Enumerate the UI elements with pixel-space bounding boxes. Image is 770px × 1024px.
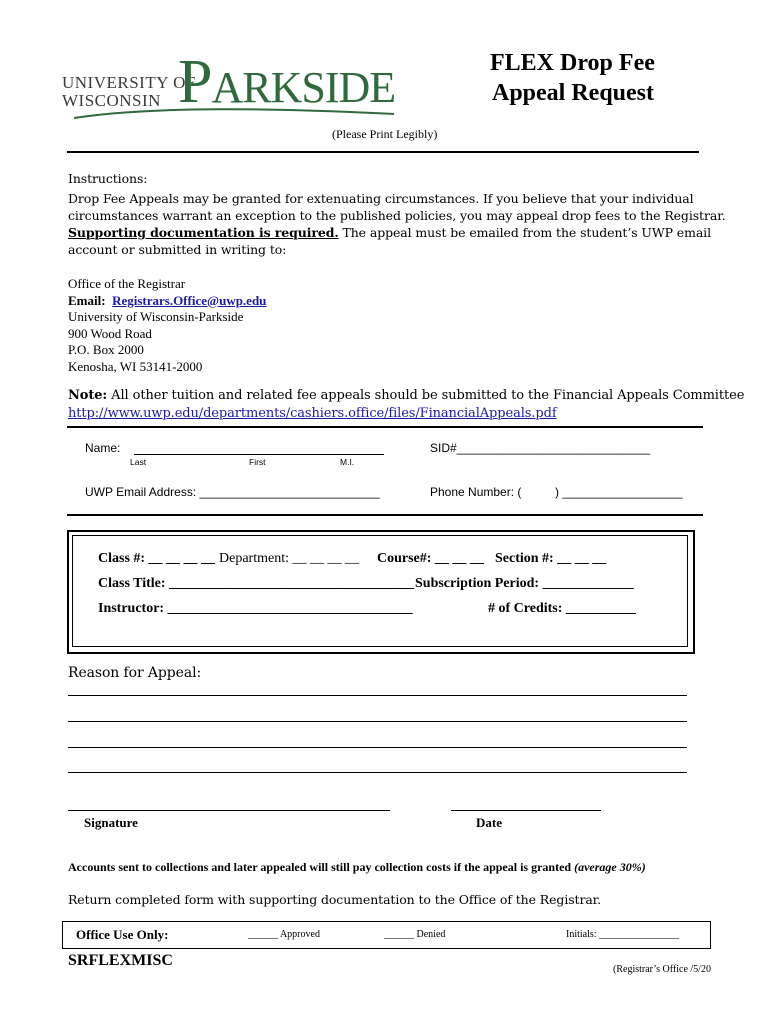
- registrar-email-link[interactable]: Registrars.Office@uwp.edu: [112, 292, 267, 308]
- documentation-required: Supporting documentation is required.: [68, 225, 339, 240]
- instructions-line3: [68, 224, 711, 241]
- note-body: All other tuition and related fee appeals should be submitted to the Financial Appeals Committee: [107, 388, 745, 403]
- initials-field[interactable]: Initials: ________________: [566, 929, 680, 940]
- note-text: [68, 387, 744, 404]
- instructor-field[interactable]: Instructor: ___________________________________: [98, 601, 413, 616]
- revision-note: (Registrar’s Office /5/20: [613, 964, 711, 975]
- instructions-line3-rest: The appeal must be emailed from the student’s UWP email: [338, 225, 711, 240]
- section-number-field[interactable]: Section #: __ __ __: [495, 551, 607, 566]
- date-input[interactable]: [451, 810, 601, 811]
- email-label: Email:: [68, 292, 106, 308]
- uwp-email-field[interactable]: UWP Email Address: ___________________________: [85, 485, 380, 499]
- form-title-line1: FLEX Drop Fee: [490, 50, 655, 76]
- name-last-caption: Last: [130, 457, 147, 467]
- class-number-label: Class #: __ __ __ __: [98, 551, 216, 566]
- class-title-field[interactable]: Class Title: ___________________________________: [98, 576, 415, 591]
- student-divider: [67, 514, 703, 516]
- phone-number-field[interactable]: ) __________________: [555, 485, 683, 499]
- reason-label: Reason for Appeal:: [68, 665, 202, 681]
- logo-line-university-of: UNIVERSITY OF: [62, 73, 196, 92]
- address-city: Kenosha, WI 53141-2000: [68, 358, 203, 374]
- instructions-line4: account or submitted in writing to:: [68, 242, 287, 257]
- reason-line-1[interactable]: [68, 695, 687, 696]
- logo-swoosh-icon: [74, 98, 404, 122]
- address-street: 900 Wood Road: [68, 325, 152, 341]
- date-label: Date: [476, 815, 502, 830]
- collections-text: Accounts sent to collections and later appealed will still pay collection costs if the appeal is granted: [68, 860, 575, 874]
- instructions-heading: Instructions:: [68, 171, 148, 186]
- class-number-field[interactable]: [98, 551, 215, 567]
- name-label: Name:: [85, 441, 121, 455]
- address-email-row: [68, 293, 266, 310]
- print-legibly-note: (Please Print Legibly): [332, 127, 438, 141]
- instructions-line1: Drop Fee Appeals may be granted for extenuating circumstances. If you believe that your individual: [68, 191, 694, 206]
- logo-parkside-rest: ARKSIDE: [211, 63, 396, 112]
- form-code: SRFLEXMISC: [68, 952, 173, 969]
- credits-field[interactable]: # of Credits: __________: [488, 601, 636, 616]
- reason-line-4[interactable]: [68, 772, 687, 773]
- header-divider: [67, 151, 699, 153]
- reason-line-3[interactable]: [68, 747, 687, 748]
- name-input[interactable]: [134, 454, 384, 455]
- address-office: Office of the Registrar: [68, 276, 186, 291]
- office-use-label: Office Use Only:: [76, 927, 169, 942]
- logo-parkside-initial: P: [178, 48, 212, 116]
- logo-line-wisconsin: WISCONSIN: [62, 91, 161, 110]
- financial-appeals-link[interactable]: http://www.uwp.edu/departments/cashiers.office/files/FinancialAppeals.pdf: [68, 406, 557, 421]
- collections-average: (average 30%): [574, 860, 646, 874]
- course-info-box: [67, 530, 695, 654]
- department-field[interactable]: Department: __ __ __ __: [219, 551, 359, 566]
- approved-field[interactable]: ______ Approved: [248, 929, 320, 940]
- return-instructions: Return completed form with supporting documentation to the Office of the Registrar.: [68, 892, 602, 907]
- address-pobox: P.O. Box 2000: [68, 342, 144, 357]
- denied-field[interactable]: ______ Denied: [384, 929, 446, 940]
- phone-area-code-field[interactable]: Phone Number: (: [430, 485, 522, 499]
- signature-input[interactable]: [68, 810, 390, 811]
- name-mi-caption: M.I.: [340, 457, 355, 467]
- sid-field[interactable]: SID#_____________________________: [430, 441, 651, 455]
- collections-notice: [68, 860, 646, 875]
- form-title-line2: Appeal Request: [492, 80, 655, 106]
- address-block: [68, 276, 266, 375]
- name-first-caption: First: [249, 457, 266, 467]
- subscription-period-field[interactable]: Subscription Period: _____________: [415, 576, 634, 591]
- instructions-line2: circumstances warrant an exception to the published policies, you may appeal drop fees to the Registrar.: [68, 208, 726, 223]
- note-divider: [67, 426, 703, 428]
- note-label: Note:: [68, 388, 108, 403]
- reason-line-2[interactable]: [68, 721, 687, 722]
- signature-label: Signature: [84, 815, 138, 830]
- address-university: University of Wisconsin-Parkside: [68, 309, 244, 324]
- course-number-field[interactable]: Course#: __ __ __: [377, 551, 484, 566]
